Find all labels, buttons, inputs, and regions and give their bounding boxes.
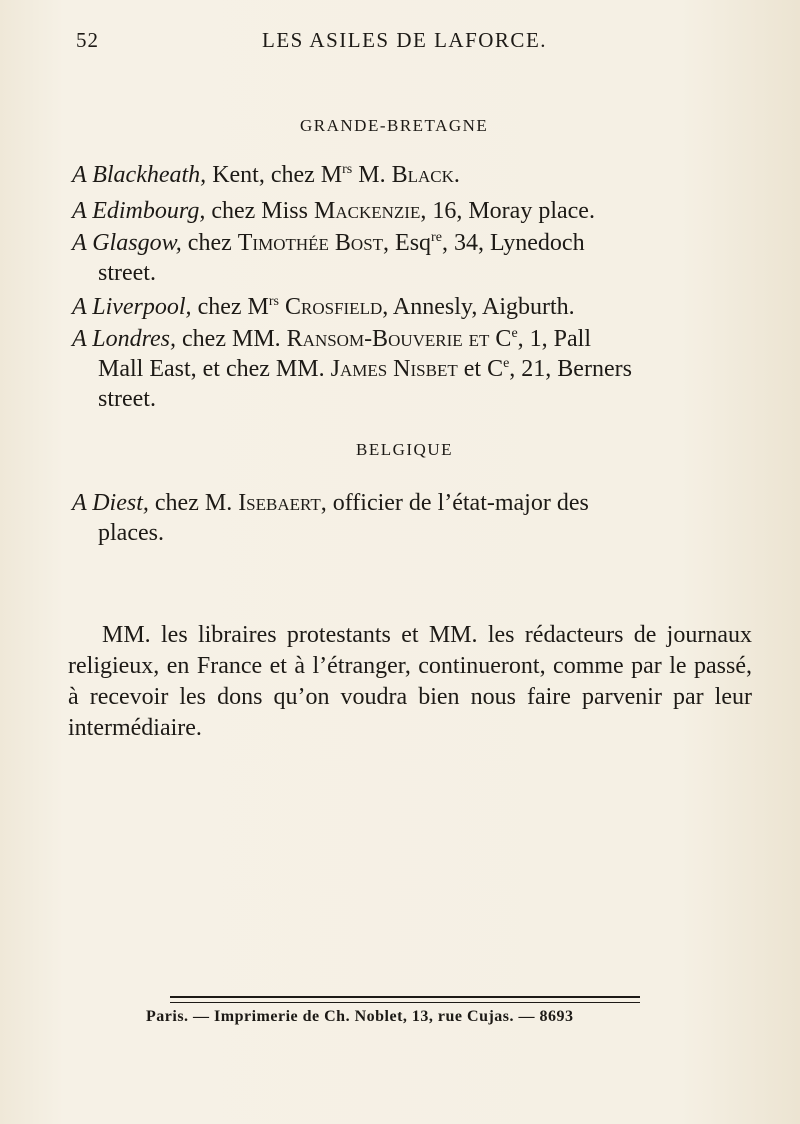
printer-imprint: Paris. — Imprimerie de Ch. Noblet, 13, rue Cujas. — 8693 — [146, 1008, 574, 1025]
entry-edimbourg — [72, 196, 762, 226]
entry-text: chez Miss — [205, 198, 314, 224]
entry-continuation: places. — [98, 520, 164, 546]
entry-glasgow — [72, 228, 762, 288]
entry-name: Ransom-Bouverie et C — [286, 326, 512, 352]
entry-text: Kent, chez M — [206, 162, 343, 188]
entry-text: , 21, Berners — [509, 356, 632, 382]
entry-text: chez M — [191, 294, 269, 320]
entry-text: , officier de l’état-major des — [320, 490, 589, 516]
section-heading-belgique: BELGIQUE — [356, 440, 453, 459]
entry-name: M. Black — [352, 162, 454, 188]
entry-place: A Blackheath, — [72, 162, 207, 188]
entry-continuation — [72, 354, 762, 384]
running-title: LES ASILES DE LAFORCE. — [262, 28, 548, 52]
entry-place: A Glasgow, — [72, 230, 182, 256]
entry-superscript: rs — [268, 294, 279, 309]
entry-text: chez M. — [148, 490, 239, 516]
page-header — [72, 28, 772, 60]
entry-place: A Londres, — [72, 326, 177, 352]
closing-paragraph: MM. les libraires protestants et MM. les rédacteurs de journaux religieux, en France et à l’étranger, continueront, comme par le passé, à recevoir les dons qu’on voudra bien nous faire parvenir par leur intermédiaire. — [68, 622, 752, 741]
entry-text: , 16, Moray place. — [420, 198, 595, 224]
entry-superscript: e — [511, 326, 518, 341]
entry-blackheath — [72, 160, 762, 190]
entry-text: et C — [457, 356, 504, 382]
entry-superscript: e — [503, 356, 510, 371]
entry-place: A Liverpool, — [72, 294, 192, 320]
entry-liverpool — [72, 292, 762, 322]
entry-text: . — [453, 162, 460, 188]
entry-diest — [72, 488, 762, 548]
entry-continuation: street. — [98, 386, 156, 412]
entry-text: chez MM. — [176, 326, 287, 352]
entry-place: A Diest, — [72, 490, 149, 516]
entry-text: , Annesly, Aigburth. — [382, 294, 575, 320]
divider-rule-thin — [170, 1002, 640, 1003]
entry-text: Mall East, et chez MM. — [98, 356, 331, 382]
entry-name: James Nisbet — [330, 356, 458, 382]
page-number: 52 — [76, 28, 99, 52]
entry-name: Isebaert — [238, 490, 321, 516]
entry-continuation: street. — [98, 260, 156, 286]
entry-place: A Edimbourg, — [72, 198, 206, 224]
divider-rule — [170, 996, 640, 998]
entry-name: Mackenzie — [314, 198, 421, 224]
entry-text: , Esq — [383, 230, 432, 256]
section-heading-grande-bretagne: GRANDE-BRETAGNE — [300, 116, 489, 135]
entry-londres — [72, 324, 762, 414]
entry-superscript: re — [431, 230, 442, 245]
entry-text: , 34, Lynedoch — [441, 230, 585, 256]
entry-name: Crosfield — [278, 294, 383, 320]
entry-text: , 1, Pall — [517, 326, 592, 352]
entry-name: Timothée Bost — [237, 230, 384, 256]
entry-superscript: rs — [342, 162, 353, 177]
entry-text: chez — [181, 230, 238, 256]
